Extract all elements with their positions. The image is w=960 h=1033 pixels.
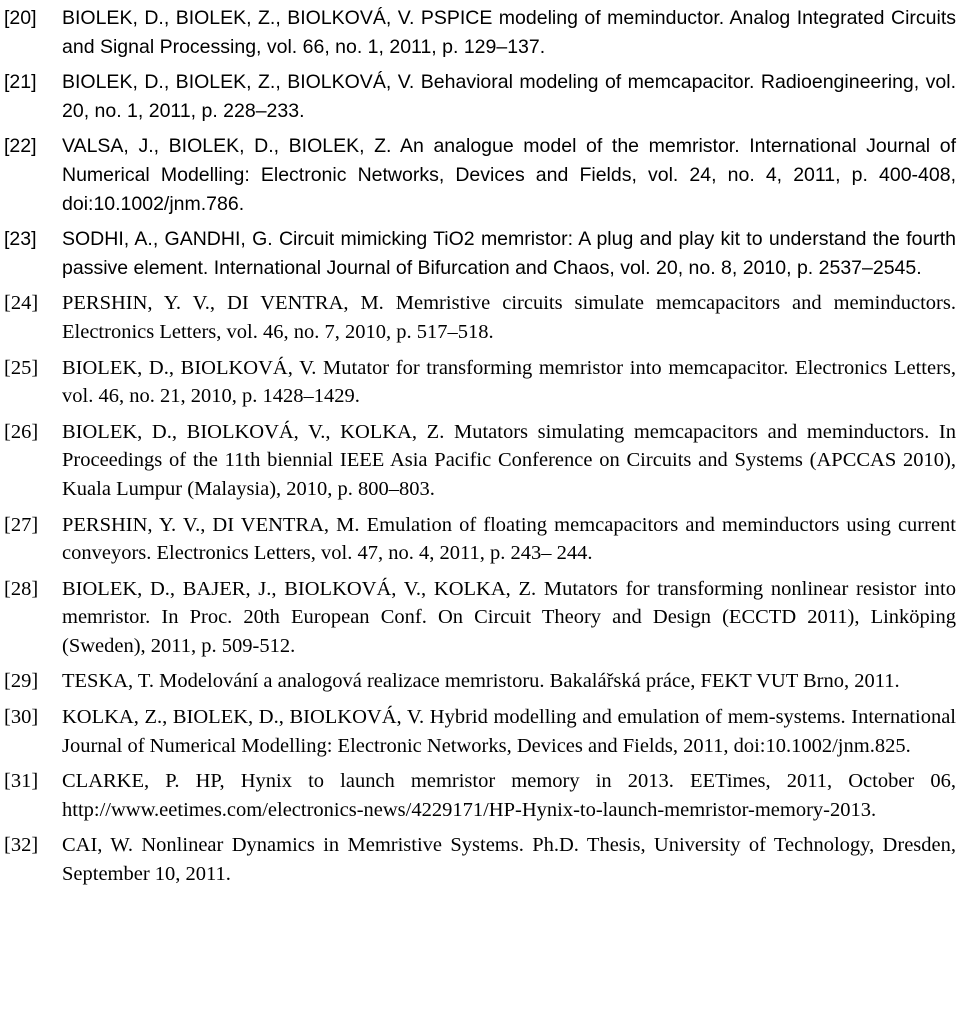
- reference-number: [24]: [4, 292, 39, 315]
- reference-number: [29]: [4, 670, 39, 693]
- reference-item: [4, 831, 956, 888]
- reference-number: [28]: [4, 577, 39, 600]
- reference-text: PERSHIN, Y. V., DI VENTRA, M. Emulation of floating memcapacitors and meminductors using current conveyors. Electronics Letters, vol. 47, no. 4, 2011, p. 243– 244.: [62, 513, 956, 565]
- reference-text: BIOLEK, D., BIOLEK, Z., BIOLKOVÁ, V. PSPICE modeling of meminductor. Analog Integrated Circuits and Signal Processing, vol. 66, no. 1, 2011, p. 129–137.: [62, 7, 956, 58]
- reference-text: BIOLEK, D., BIOLEK, Z., BIOLKOVÁ, V. Behavioral modeling of memcapacitor. Radioengineering, vol. 20, no. 1, 2011, p. 228–233.: [62, 71, 956, 122]
- reference-number: [25]: [4, 356, 39, 379]
- reference-item: [4, 354, 956, 411]
- reference-text: SODHI, A., GANDHI, G. Circuit mimicking TiO2 memristor: A plug and play kit to understand the fourth passive element. International Journal of Bifurcation and Chaos, vol. 20, no. 8, 2010, p. 2537–2545.: [62, 228, 956, 279]
- reference-item: [4, 511, 956, 568]
- reference-text: CLARKE, P. HP, Hynix to launch memristor memory in 2013. EETimes, 2011, October 06, http://www.eetimes.com/electronics-news/4229171/HP-Hynix-to-launch-memristor-memory-2013.: [62, 770, 956, 821]
- reference-item: [4, 418, 956, 504]
- reference-number: [23]: [4, 228, 37, 251]
- reference-text: KOLKA, Z., BIOLEK, D., BIOLKOVÁ, V. Hybrid modelling and emulation of mem-systems. International Journal of Numerical Modelling: Electronic Networks, Devices and Fields, 2011, doi:10.1002/jnm.825.: [62, 706, 956, 757]
- reference-item: [4, 132, 956, 218]
- reference-number: [32]: [4, 834, 39, 857]
- reference-text: TESKA, T. Modelování a analogová realizace memristoru. Bakalářská práce, FEKT VUT Brno, 2011.: [62, 670, 900, 693]
- reference-text: CAI, W. Nonlinear Dynamics in Memristive Systems. Ph.D. Thesis, University of Technology, Dresden, September 10, 2011.: [62, 834, 956, 886]
- reference-number: [20]: [4, 7, 37, 29]
- reference-text: BIOLEK, D., BAJER, J., BIOLKOVÁ, V., KOLKA, Z. Mutators for transforming nonlinear resistor into memristor. In Proc. 20th European Conf. On Circuit Theory and Design (ECCTD 2011), Linköping (Sweden), 2011, p. 509-512.: [62, 577, 956, 657]
- reference-item: [4, 225, 956, 282]
- reference-text: VALSA, J., BIOLEK, D., BIOLEK, Z. An analogue model of the memristor. International Journal of Numerical Modelling: Electronic Networks, Devices and Fields, vol. 24, no. 4, 2011, p. 400-408, doi:10.1002/jnm.786.: [62, 135, 956, 215]
- reference-list: [4, 4, 956, 896]
- reference-number: [22]: [4, 135, 37, 158]
- reference-text: PERSHIN, Y. V., DI VENTRA, M. Memristive circuits simulate memcapacitors and meminductors. Electronics Letters, vol. 46, no. 7, 2010, p. 517–518.: [62, 292, 956, 343]
- reference-item: [4, 703, 956, 760]
- reference-item: [4, 4, 956, 61]
- reference-text: BIOLEK, D., BIOLKOVÁ, V., KOLKA, Z. Mutators simulating memcapacitors and meminductors. In Proceedings of the 11th biennial IEEE Asia Pacific Conference on Circuits and Systems (APCCAS 2010), Kuala Lumpur (Malaysia), 2010, p. 800–803.: [62, 420, 956, 500]
- reference-item: [4, 767, 956, 824]
- reference-number: [26]: [4, 420, 39, 443]
- reference-number: [21]: [4, 71, 37, 94]
- reference-item: [4, 575, 956, 661]
- reference-item: [4, 667, 956, 696]
- reference-item: [4, 68, 956, 125]
- reference-text: BIOLEK, D., BIOLKOVÁ, V. Mutator for transforming memristor into memcapacitor. Electronics Letters, vol. 46, no. 21, 2010, p. 1428–1429.: [62, 356, 956, 408]
- reference-number: [27]: [4, 513, 39, 536]
- reference-number: [31]: [4, 770, 39, 793]
- reference-item: [4, 289, 956, 346]
- reference-number: [30]: [4, 706, 39, 729]
